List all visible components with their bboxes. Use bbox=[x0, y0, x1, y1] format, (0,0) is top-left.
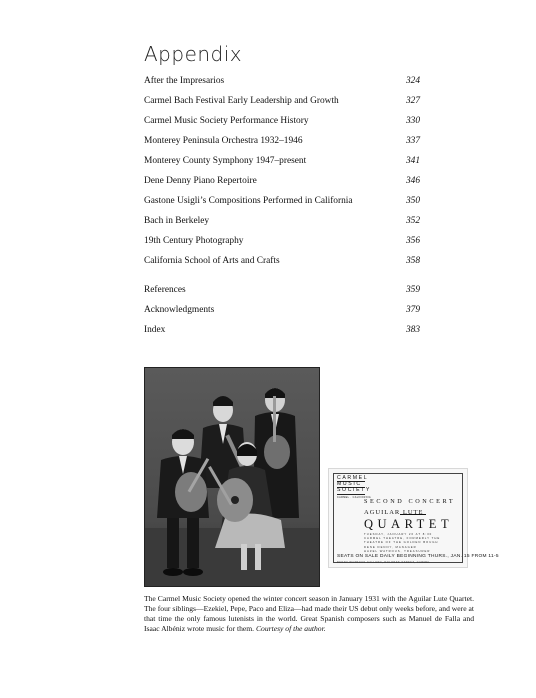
toc-entry[interactable] bbox=[144, 256, 420, 276]
toc-entry-page: 327 bbox=[405, 96, 420, 106]
toc-entry-page: 330 bbox=[405, 116, 420, 126]
toc-entry-page: 324 bbox=[405, 76, 420, 86]
poster-second-concert: SECOND CONCERT bbox=[364, 498, 456, 505]
toc-entry-label: Monterey Peninsula Orchestra 1932–1946 bbox=[144, 136, 303, 146]
toc-spacer bbox=[144, 276, 420, 285]
toc-entry-page: 359 bbox=[405, 285, 420, 295]
toc-entry-label: Index bbox=[144, 325, 166, 335]
toc-entry[interactable] bbox=[144, 236, 420, 256]
poster-frame bbox=[333, 473, 499, 564]
poster-manager-line: DENE DENNY, MANAGER bbox=[364, 545, 417, 549]
toc-entry-page: 356 bbox=[405, 236, 420, 246]
poster-seats: SEATS ON SALE DAILY BEGINNING THURS., JAN. 15 FROM 11-5 bbox=[337, 554, 499, 559]
poster-quartet: QUARTET bbox=[364, 517, 454, 531]
toc-entry-references[interactable] bbox=[144, 285, 420, 305]
toc-entry-index[interactable] bbox=[144, 325, 420, 345]
poster-logo bbox=[337, 476, 371, 500]
toc-entry[interactable] bbox=[144, 136, 420, 156]
toc-entry-label: Gastone Usigli’s Compositions Performed in California bbox=[144, 196, 353, 206]
toc-entry-page: 337 bbox=[405, 136, 420, 146]
toc-entry-page: 358 bbox=[405, 256, 420, 266]
toc-entry[interactable] bbox=[144, 76, 420, 96]
toc-entry[interactable] bbox=[144, 156, 420, 176]
poster-treasurer-line: HAZEL WATROUS, TREASURER bbox=[364, 549, 431, 553]
toc-entry[interactable] bbox=[144, 216, 420, 236]
toc-entry-page: 346 bbox=[405, 176, 420, 186]
toc-entry-page: 341 bbox=[405, 156, 420, 166]
toc-entry-label: Acknowledgments bbox=[144, 305, 215, 315]
toc-entry[interactable] bbox=[144, 116, 420, 136]
poster-aguilar: AGUILAR LUTE bbox=[364, 509, 424, 516]
caption-text: The Carmel Music Society opened the winter concert season in January 1931 with the Aguilar Lute Quartet. The four siblings—Ezekiel, Pepe, Paco and Eliza—had made their US debut only weeks before, and were at that time the only famous lutenists in the world. Great Spanish composers such as Manuel de Falla and Isaac Albéniz wrote music for them. bbox=[144, 594, 474, 633]
toc-entry-page: 352 bbox=[405, 216, 420, 226]
toc-entry-label: Dene Denny Piano Repertoire bbox=[144, 176, 257, 186]
poster-venue-line: THEATRE OF THE GOLDEN BOUGH bbox=[364, 540, 439, 544]
concert-poster bbox=[328, 468, 499, 568]
poster-venue-line: CARMEL THEATRE, FORMERLY THE bbox=[364, 536, 441, 540]
poster-gallery-line: DENNY-WATROUS GALLERY, DOLORES STREET, CARMEL bbox=[337, 561, 431, 564]
toc-entry-page: 350 bbox=[405, 196, 420, 206]
figure-caption bbox=[144, 594, 474, 634]
page-title: Appendix bbox=[144, 42, 243, 66]
toc-entry-page: 379 bbox=[405, 305, 420, 315]
toc-entry-label: References bbox=[144, 285, 186, 295]
quartet-photograph bbox=[144, 367, 320, 587]
poster-logo-line: MUSIC bbox=[337, 482, 365, 488]
toc-entry-label: California School of Arts and Crafts bbox=[144, 256, 280, 266]
caption-credit: Courtesy of the author. bbox=[255, 623, 326, 633]
toc-entry[interactable] bbox=[144, 176, 420, 196]
toc-entry[interactable] bbox=[144, 196, 420, 216]
toc-entry-page: 383 bbox=[405, 325, 420, 335]
poster-logo-line: CARMEL bbox=[337, 475, 369, 481]
toc-entry-label: Monterey County Symphony 1947–present bbox=[144, 156, 307, 166]
toc-entry-label: 19th Century Photography bbox=[144, 236, 244, 246]
toc-entry-label: Bach in Berkeley bbox=[144, 216, 210, 226]
quartet-photograph-drawing bbox=[145, 368, 319, 586]
toc-entry-label: Carmel Bach Festival Early Leadership and Growth bbox=[144, 96, 339, 106]
poster-rule bbox=[400, 514, 426, 515]
toc-entry-acknowledgments[interactable] bbox=[144, 305, 420, 325]
toc-entry-label: Carmel Music Society Performance History bbox=[144, 116, 309, 126]
poster-date-line: TUESDAY, JANUARY 20 AT 8:30 bbox=[364, 532, 433, 536]
toc-entry[interactable] bbox=[144, 96, 420, 116]
table-of-contents bbox=[144, 76, 420, 345]
poster-logo-small: CARMEL · CALIFORNIA bbox=[337, 495, 371, 499]
poster-logo-line: SOCIETY bbox=[337, 487, 371, 494]
toc-entry-label: After the Impresarios bbox=[144, 76, 225, 86]
